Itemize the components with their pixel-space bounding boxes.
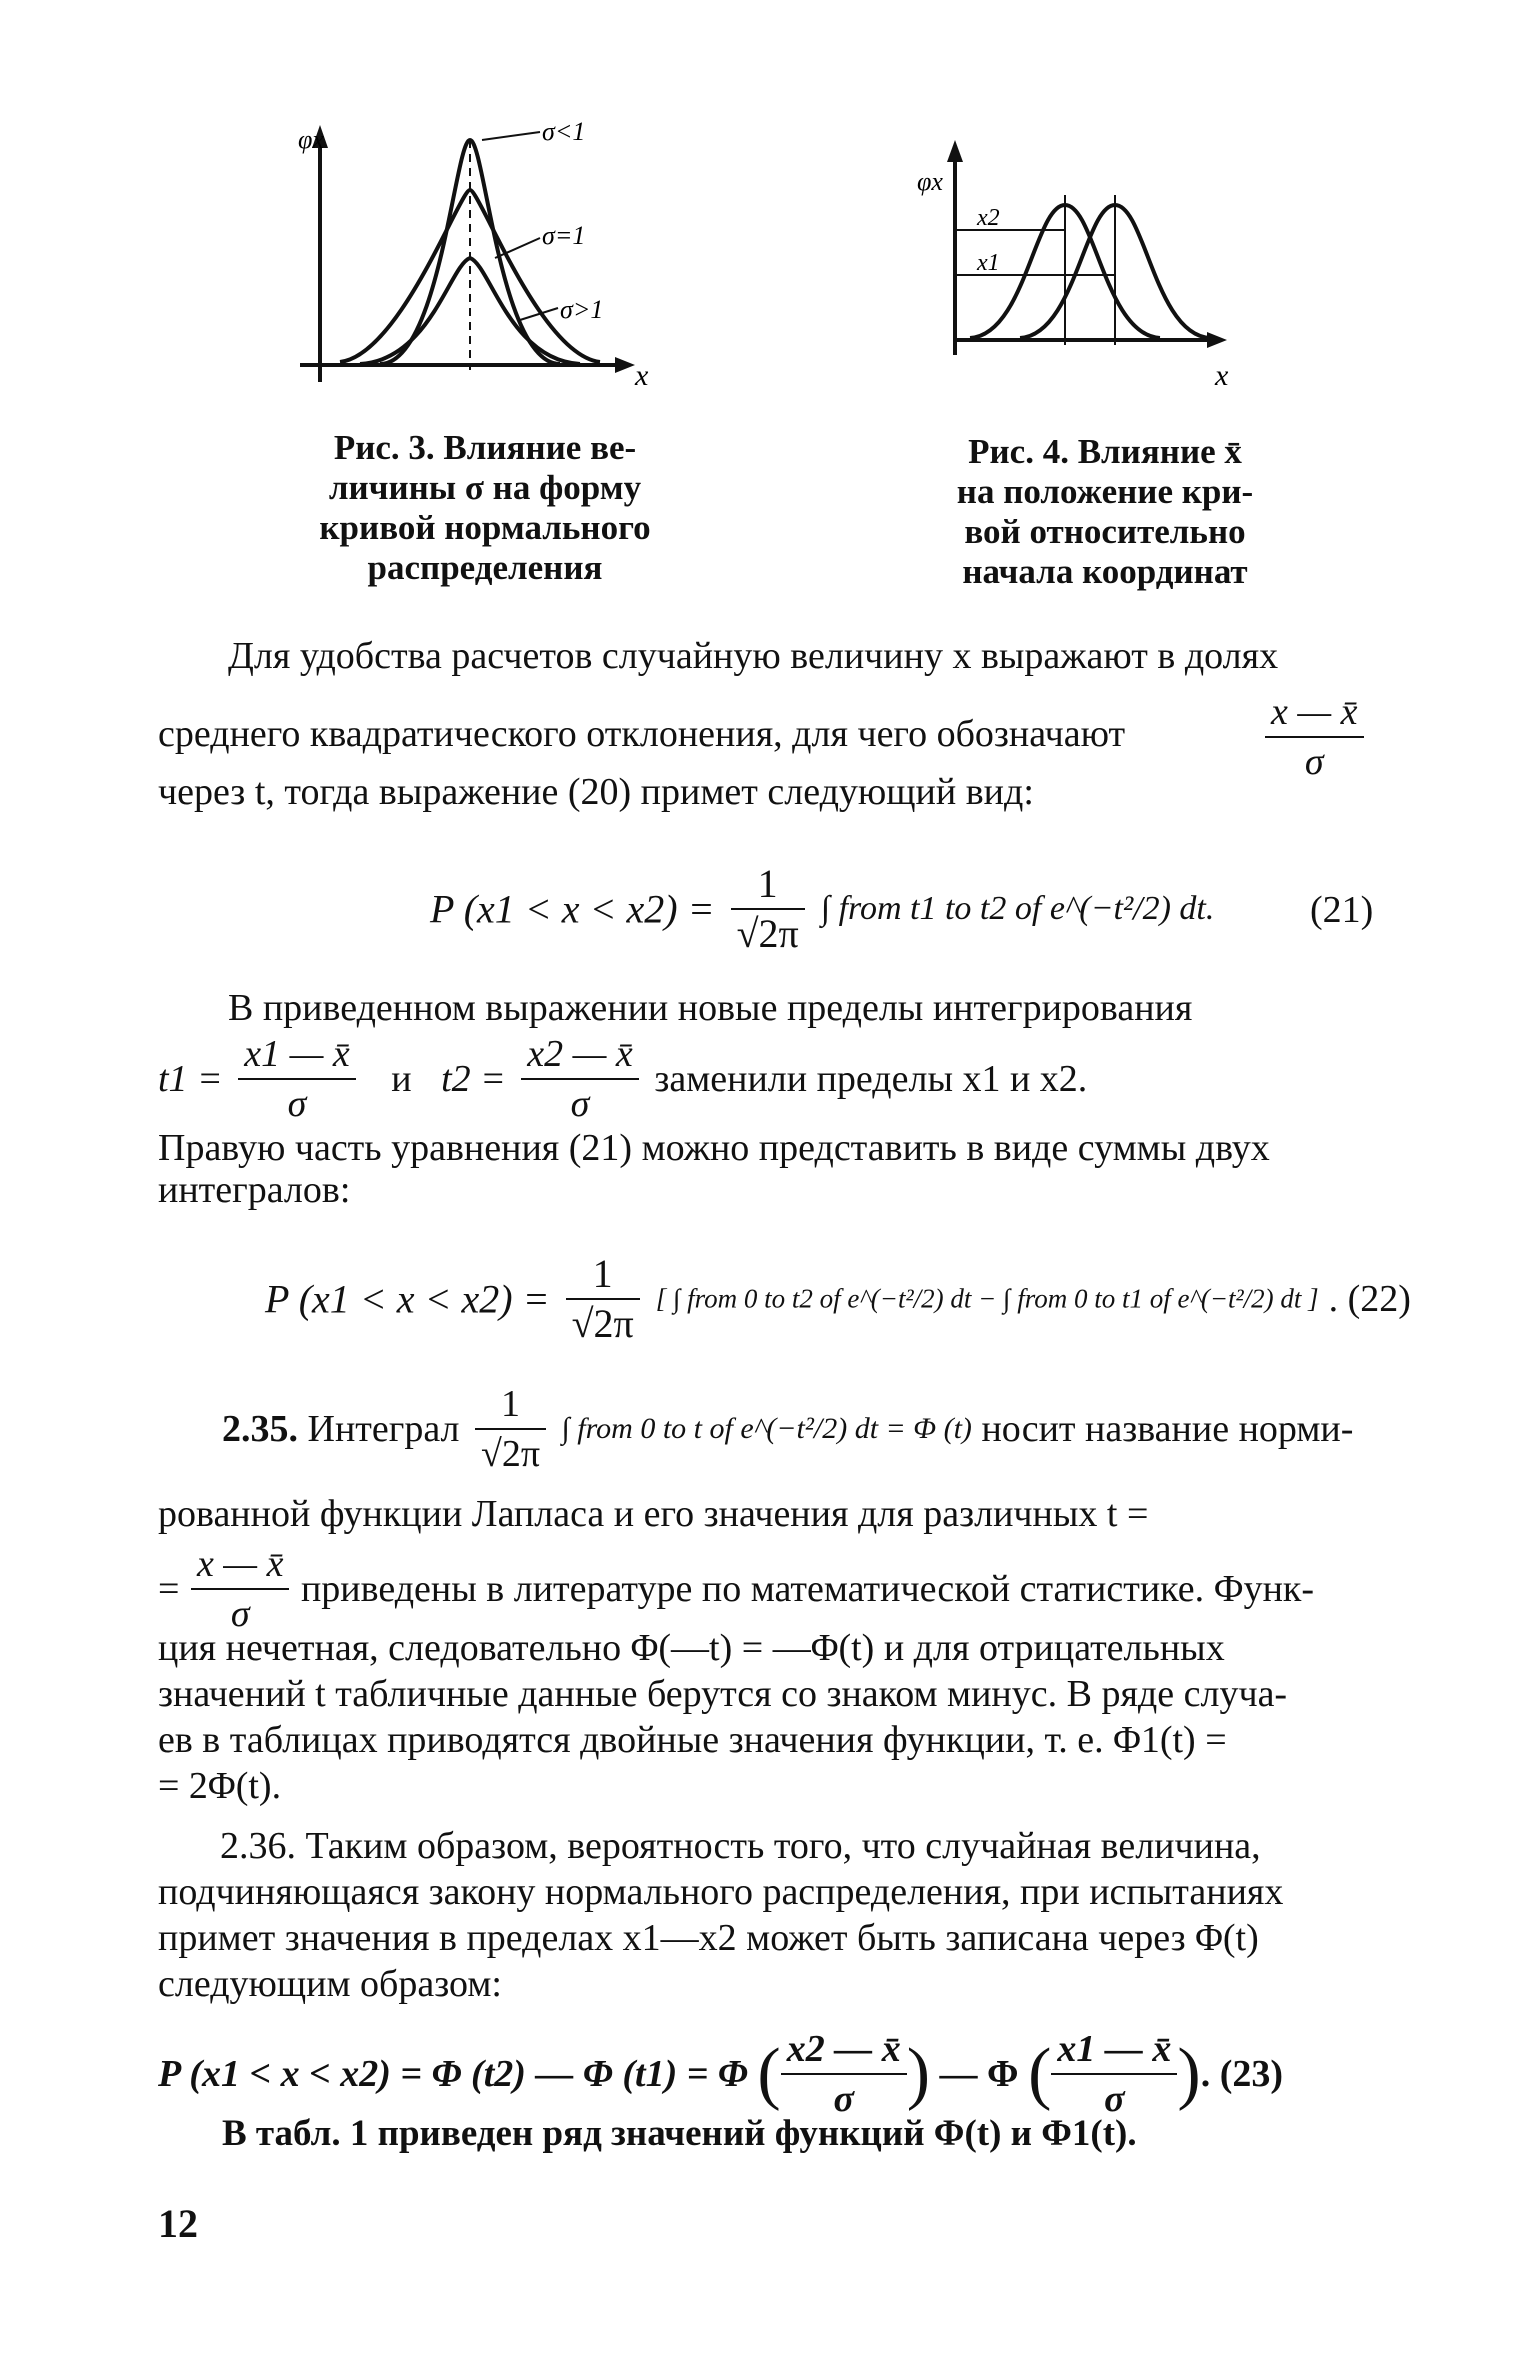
- section-2-36-line4: следующим образом:: [158, 1963, 502, 2005]
- figure-3-caption: Рис. 3. Влияние ве- личины σ на форму кривой нормального распределения: [319, 428, 651, 587]
- limits-line: t1 = $\frac{x1 — x̄}{\sigma}$ и t2 = $\frac{x2 — x̄}{\sigma}$ заменили пределы x1 и x2.: [158, 1030, 1087, 1128]
- equation-23: P (x1 < x < x2) = Φ (t2) — Φ (t1) = Φ ( $\frac{x2 — x̄}{\sigma}$ ) — Φ ( $\frac{x1 — x̄}{\sigma}$ ). (23): [158, 2025, 1283, 2123]
- paragraph-1: Для удобства расчетов случайную величину x выражают в долях: [228, 635, 1279, 677]
- section-2-36-line2: подчиняющаяся закону нормального распределения, при испытаниях: [158, 1871, 1284, 1913]
- figure-3: [290, 120, 690, 410]
- fig3-curve-label: σ=1: [542, 221, 586, 250]
- section-2-35-line7: = 2Φ(t).: [158, 1765, 282, 1807]
- equation-21-number: (21): [1310, 889, 1374, 931]
- section-2-36-line1: 2.36. Таким образом, вероятность того, что случайная величина,: [220, 1825, 1261, 1867]
- section-2-36-line3: примет значения в пределах x1—x2 может быть записана через Φ(t): [158, 1917, 1259, 1959]
- section-2-35-line5: значений t табличные данные берутся со знаком минус. В ряде случа-: [158, 1673, 1288, 1715]
- paragraph-2-line3: Правую часть уравнения (21) можно представить в виде суммы двух: [158, 1127, 1270, 1169]
- fig4-level-label: x2: [977, 205, 1000, 231]
- page-number: 12: [158, 2201, 198, 2246]
- section-2-35-line2: рованной функции Лапласа и его значения для различных t =: [158, 1493, 1149, 1535]
- fig4-x-label: x: [1215, 359, 1229, 392]
- section-2-35-line1: 2.35. Интеграл $\frac{1}{√2\pi}$ ∫ from 0 to t of e^(−t²/2) dt = Φ (t) носит название норми-: [222, 1380, 1353, 1478]
- fig3-curve-label: σ<1: [542, 120, 586, 146]
- equation-22: P (x1 < x < x2) = $\frac{1}{√2\pi}$ [ ∫ from 0 to t2 of e^(−t²/2) dt − ∫ from 0 to t1 of e^(−t²/2) dt ] . (22): [265, 1251, 1411, 1346]
- fig3-curve-label: σ>1: [560, 295, 604, 324]
- paragraph-1-line3: через t, тогда выражение (20) примет следующий вид:: [158, 771, 1034, 813]
- figure-4-caption: Рис. 4. Влияние x̄ на положение кри- вой относительно начала координат: [956, 432, 1254, 591]
- p1-fraction: $\frac{x — x̄}{\sigma}$: [1265, 688, 1364, 786]
- section-2-35-line6: ев в таблицах приводятся двойные значения функции, т. е. Φ1(t) =: [158, 1719, 1227, 1761]
- figure-4: [915, 140, 1255, 400]
- paragraph-2-line1: В приведенном выражении новые пределы интегрирования: [228, 987, 1193, 1029]
- paragraph-2-line4: интегралов:: [158, 1169, 351, 1211]
- fig3-x-label: x: [635, 359, 649, 392]
- final-line: В табл. 1 приведен ряд значений функций Φ(t) и Φ1(t).: [222, 2113, 1137, 2154]
- section-2-35-line3: = $\frac{x — x̄}{\sigma}$ приведены в литературе по математической статистике. Функ-: [158, 1540, 1314, 1638]
- fig4-level-label: x1: [977, 250, 1000, 276]
- section-2-35-line4: ция нечетная, следовательно Φ(—t) = —Φ(t) и для отрицательных: [158, 1627, 1225, 1669]
- equation-21: P (x1 < x < x2) = $\frac{1}{√2\pi}$ ∫ from t1 to t2 of e^(−t²/2) dt.: [430, 861, 1215, 956]
- fig3-y-label: φx: [298, 125, 324, 154]
- fig4-y-label: φx: [917, 167, 943, 196]
- paragraph-1-line2: среднего квадратического отклонения, для чего обозначают: [158, 713, 1126, 755]
